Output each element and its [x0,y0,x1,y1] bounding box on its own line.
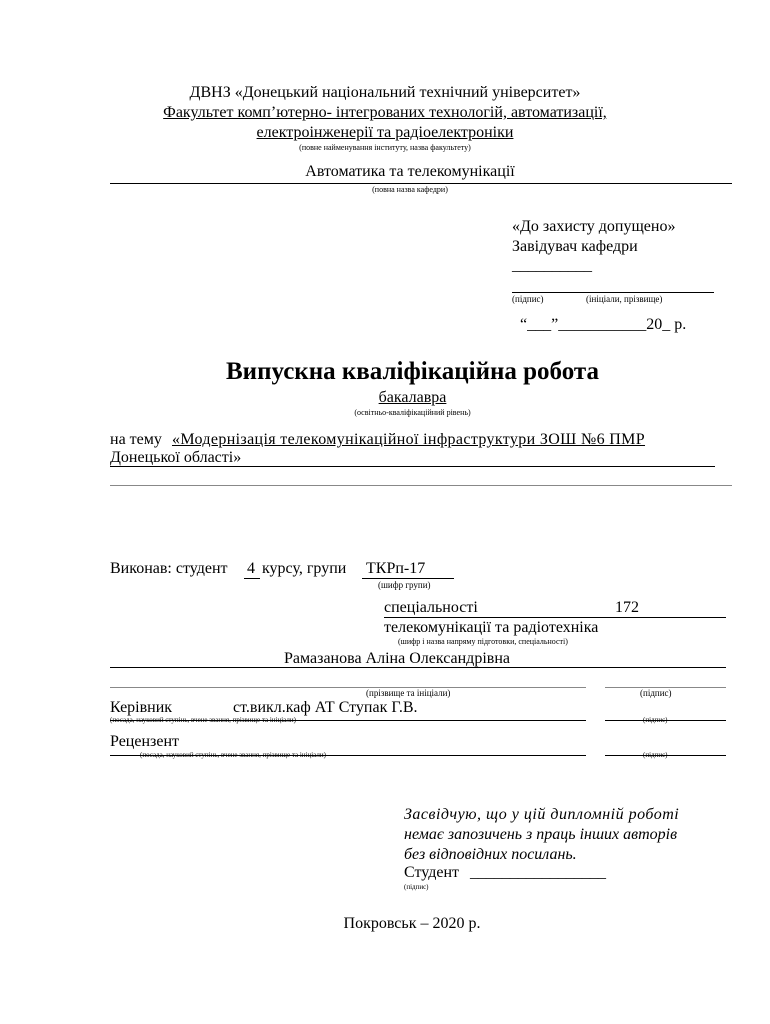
student-full-name: Рамазанова Аліна Олександрівна [284,650,510,667]
approval-line-1: «До захисту допущено» [512,218,676,235]
declaration-student-label: Студент [404,864,460,881]
student-signature-caption: (підпис) [640,688,672,698]
department-name: Автоматика та телекомунікації [305,163,515,180]
topic-line-2: Донецької області» [110,449,242,466]
name-caption: (прізвище та ініціали) [366,688,451,698]
faculty-caption: (повне найменування інституту, назва факультету) [299,143,471,152]
approval-blank: __________ [512,257,592,274]
name-signature-line [110,687,586,688]
topic-underline-2 [110,485,732,486]
faculty-line-2: електроінженерії та радіоелектроніки [256,124,514,141]
performed-prefix: Виконав: студент [110,560,228,577]
declaration-line-2: немає запозичень з праць інших авторів [404,826,678,843]
student-group: ТКРп-17 [366,560,426,577]
approval-date: “___”___________20_ р. [520,316,687,333]
student-course: 4 [247,560,255,577]
specialty-caption: (шифр і назва напряму підготовки, спеціальності) [398,637,568,646]
supervisor-value: ст.викл.каф АТ Ступак Г.В. [233,699,418,716]
specialty-label: спеціальності [384,599,478,616]
specialty-code: 172 [615,599,639,616]
declaration-line-1: Засвідчую, що у цій дипломній роботі [404,806,680,823]
reviewer-signature-caption: (підпис) [643,751,668,759]
topic-prefix: на тему [110,431,162,448]
supervisor-caption: (посада, науковий ступінь, вчене звання, прізвище та ініціали) [110,716,296,724]
approval-signature-line [512,292,714,293]
declaration-line-3: без відповідних посилань. [404,846,577,863]
department-underline [110,183,732,184]
declaration-signature-caption: (підпис) [404,883,429,891]
topic-underline-1 [110,466,715,467]
department-caption: (повна назва кафедри) [372,185,448,194]
qualification-caption: (освітньо-кваліфікаційний рівень) [354,408,471,417]
approval-signature-caption: (підпис) [512,294,544,304]
reviewer-label: Рецензент [110,733,179,750]
approval-line-2: Завідувач кафедри [512,238,638,255]
qualification-level: бакалавра [378,389,447,406]
declaration-student-blank: _________________ [470,864,606,881]
specialty-underline [384,617,726,618]
specialty-name: телекомунікації та радіотехніка [384,619,599,636]
group-caption: (шифр групи) [378,580,431,590]
faculty-line-1: Факультет комп’ютерно- інтегрованих технологій, автоматизації, [163,104,607,121]
supervisor-signature-caption: (підпис) [643,716,668,724]
student-name-underline [110,667,726,668]
approval-name-caption: (ініціали, прізвище) [586,294,663,304]
course-underline [244,578,260,579]
city-year: Покровськ – 2020 р. [343,915,481,932]
topic-line-1: «Модернізація телекомунікаційної інфраструктури ЗОШ №6 ПМР [172,431,646,448]
reviewer-caption: (посада, науковий ступінь, вчене звання, прізвище та ініціали) [140,751,326,759]
supervisor-label: Керівник [110,699,173,716]
university-name: ДВНЗ «Донецький національний технічний університет» [189,84,581,101]
course-label: курсу, групи [262,560,347,577]
group-underline [362,578,454,579]
page-title: Випускна кваліфікаційна робота [226,358,599,385]
